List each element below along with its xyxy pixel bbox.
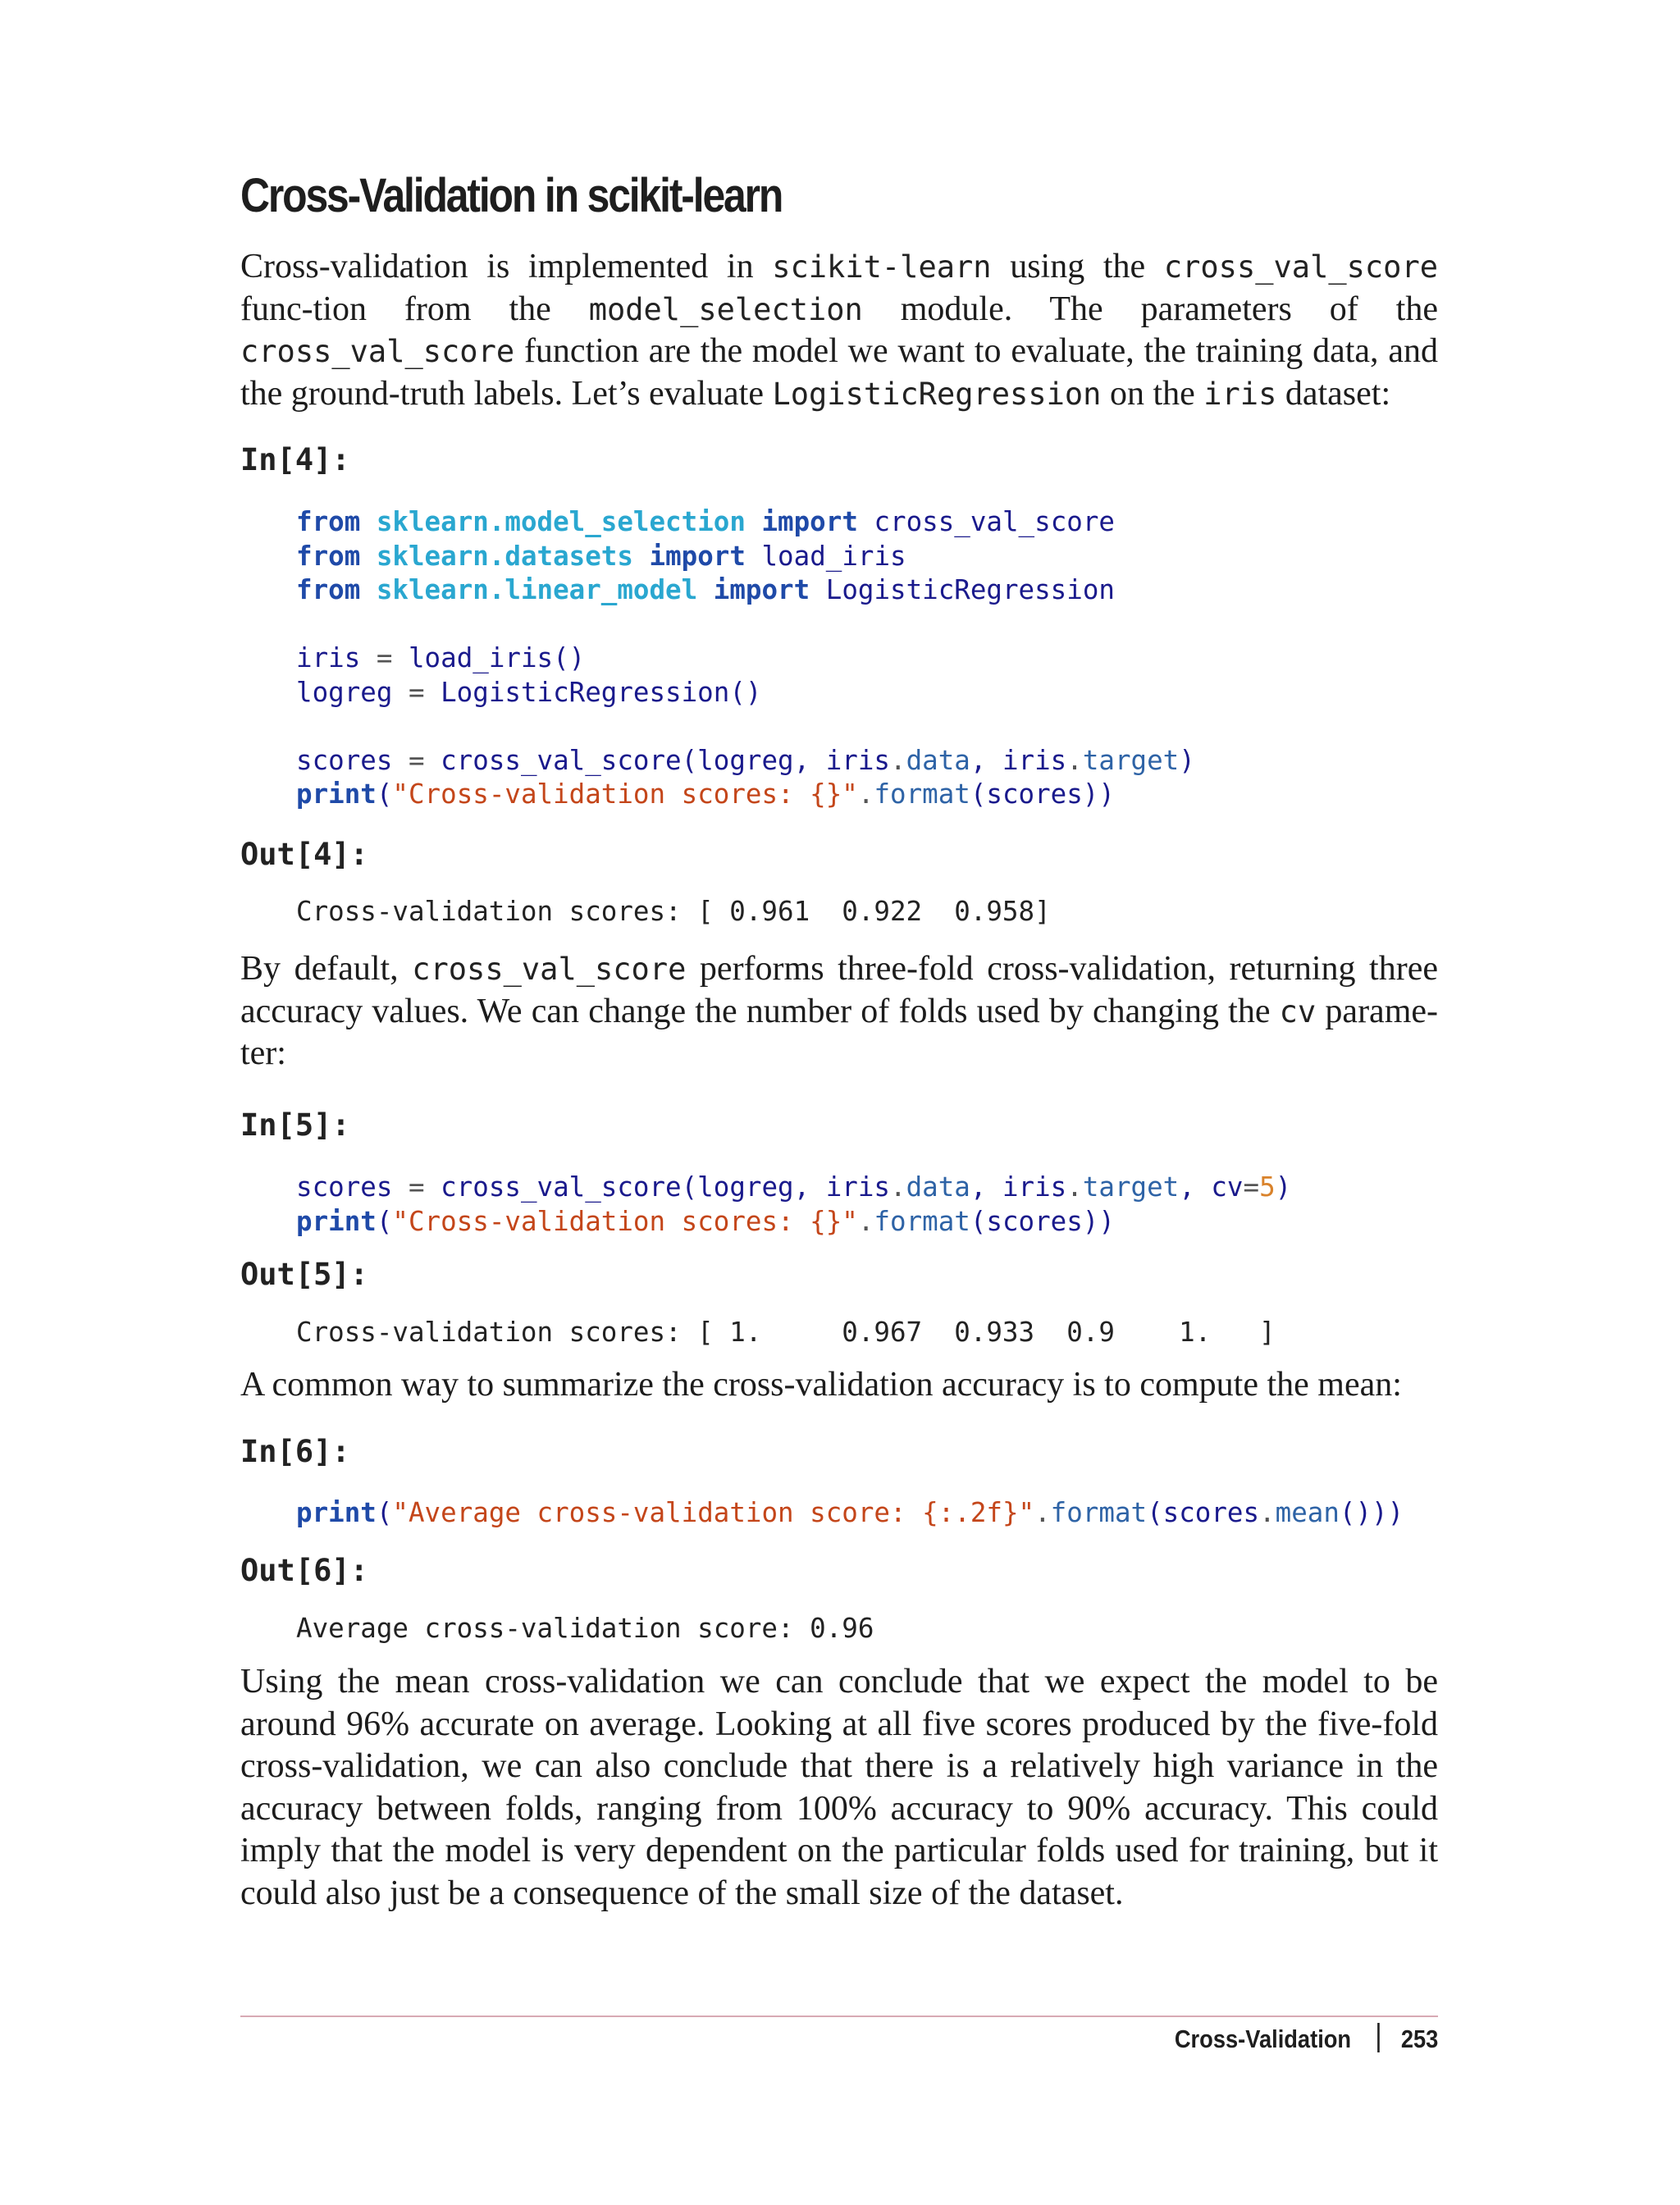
page-footer xyxy=(1174,2023,1438,2054)
section-heading: Cross-Validation in scikit-learn xyxy=(240,169,783,222)
output-out5: Cross-validation scores: [ 1. 0.967 0.933 0.9 1. ] xyxy=(296,1317,1276,1348)
code-block-in5: scores = cross_val_score(logreg, iris.data, iris.target, cv=5) print("Cross-validation scores: {}".format(scores)) xyxy=(296,1171,1292,1237)
footer-section-title: Cross-Validation xyxy=(1174,2025,1351,2053)
cell-label-out4: Out[4]: xyxy=(240,837,368,872)
cell-label-in6: In[6]: xyxy=(240,1434,350,1469)
footer-separator xyxy=(1376,2023,1379,2052)
cell-label-in5: In[5]: xyxy=(240,1107,350,1143)
code-block-in4: from sklearn.model_selection import cross_val_score from sklearn.datasets import load_iris from sklearn.linear_model import LogisticRegression iris = load_iris() logreg = LogisticRegression() scores = cross_val_score(logreg, iris.data, iris.target) print("Cross-validation scores: {}".format(scores)) xyxy=(296,506,1195,810)
output-out4: Cross-validation scores: [ 0.961 0.922 0.958] xyxy=(296,896,1051,927)
output-out6: Average cross-validation score: 0.96 xyxy=(296,1613,874,1644)
folds-paragraph: By default, cross_val_score performs three-fold cross-validation, returning three accuracy values. We can change the number of folds used by changing the cv parame-ter: xyxy=(240,950,1438,1072)
code-block-in6: print("Average cross-validation score: {:.2f}".format(scores.mean())) xyxy=(296,1497,1404,1528)
conclusion-paragraph: Using the mean cross-validation we can conclude that we expect the model to be around 96% accurate on average. Looking at all five scores produced by the five-fold cross-validation, we can also conclude that there is a relatively high variance in the accuracy between folds, ranging from 100% accuracy to 90% accuracy. This could imply that the model is very dependent on the particular folds used for training, but it could also just be a consequence of the small size of the dataset. xyxy=(240,1663,1438,1912)
footer-rule xyxy=(240,2016,1438,2017)
cell-label-in4: In[4]: xyxy=(240,442,350,477)
cell-label-out6: Out[6]: xyxy=(240,1553,368,1588)
mean-paragraph: A common way to summarize the cross-validation accuracy is to compute the mean: xyxy=(240,1366,1402,1404)
page-number: 253 xyxy=(1400,2025,1438,2053)
cell-label-out5: Out[5]: xyxy=(240,1257,368,1292)
intro-paragraph: Cross-validation is implemented in scikit-learn using the cross_val_score func-tion from the model_selection module. The parameters of the cross_val_score function are the model we want to evaluate, the training data, and the ground-truth labels. Let’s evaluate LogisticRegression on the iris dataset: xyxy=(240,248,1438,413)
